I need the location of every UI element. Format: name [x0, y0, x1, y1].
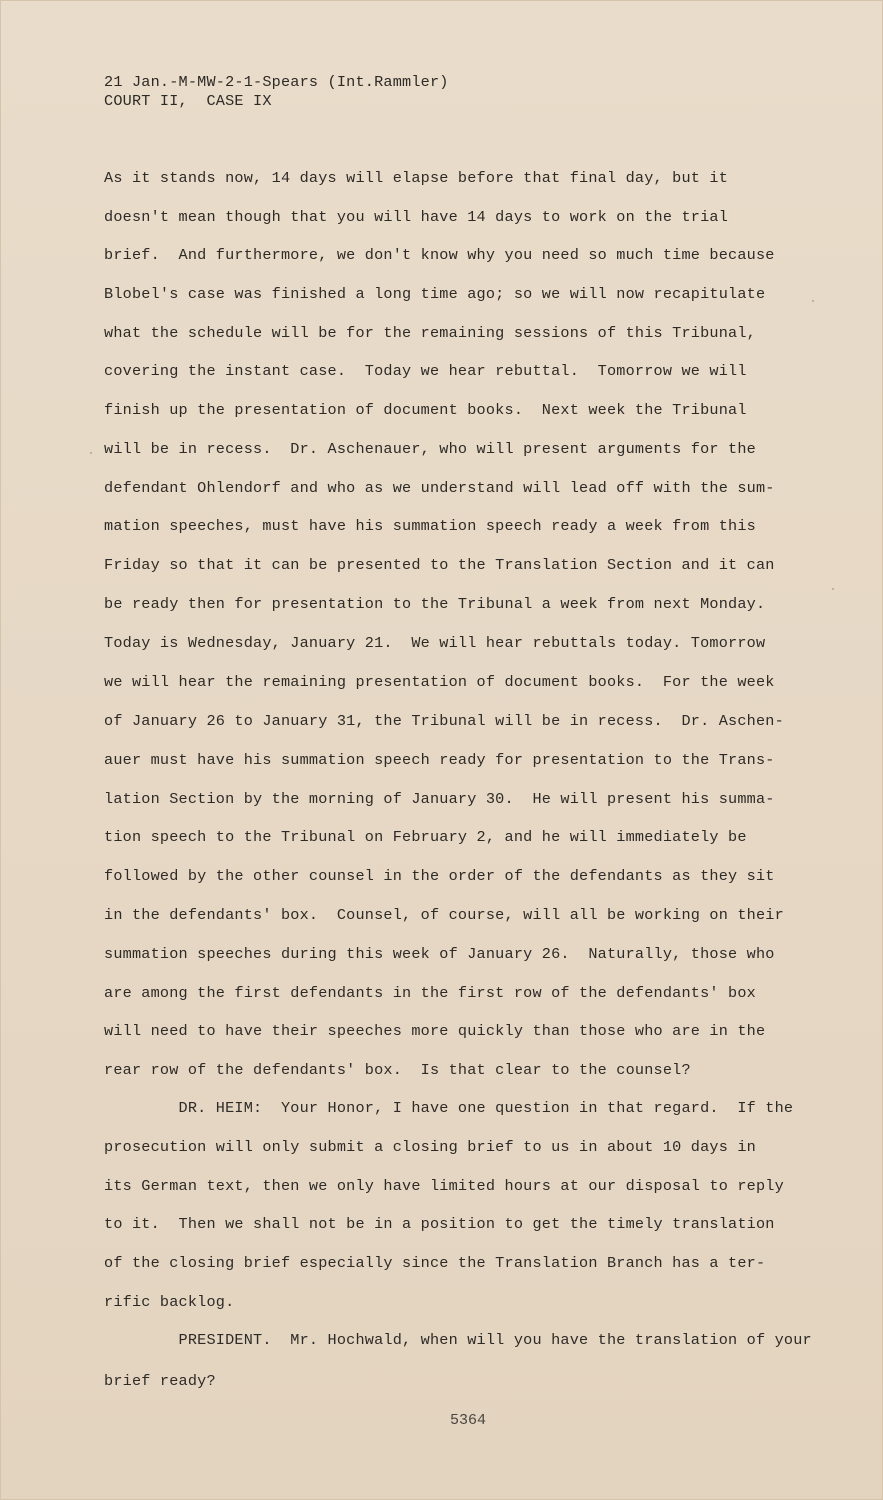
- transcript-line: summation speeches during this week of January 26. Naturally, those who: [104, 945, 775, 963]
- transcript-line: auer must have his summation speech ready for presentation to the Trans-: [104, 751, 775, 769]
- paper-speck: [90, 452, 92, 454]
- paper-speck: [832, 588, 834, 590]
- transcript-line: brief. And furthermore, we don't know why you need so much time because: [104, 246, 775, 264]
- transcript-line: defendant Ohlendorf and who as we understand will lead off with the sum-: [104, 479, 775, 497]
- transcript-line: in the defendants' box. Counsel, of course, will all be working on their: [104, 906, 784, 924]
- transcript-line: what the schedule will be for the remaining sessions of this Tribunal,: [104, 324, 756, 342]
- transcript-line: prosecution will only submit a closing brief to us in about 10 days in: [104, 1138, 756, 1156]
- transcript-line: mation speeches, must have his summation speech ready a week from this: [104, 517, 756, 535]
- transcript-line: of the closing brief especially since the Translation Branch has a ter-: [104, 1254, 766, 1272]
- transcript-line: will need to have their speeches more quickly than those who are in the: [104, 1022, 766, 1040]
- transcript-line: DR. HEIM: Your Honor, I have one question in that regard. If the: [104, 1099, 794, 1117]
- transcript-line: brief ready?: [104, 1372, 216, 1390]
- transcript-line: lation Section by the morning of January 30. He will present his summa-: [104, 790, 775, 808]
- transcript-line: Blobel's case was finished a long time ago; so we will now recapitulate: [104, 285, 766, 303]
- transcript-line: of January 26 to January 31, the Tribunal will be in recess. Dr. Aschen-: [104, 712, 784, 730]
- transcript-line: are among the first defendants in the first row of the defendants' box: [104, 984, 756, 1002]
- paper-speck: [812, 300, 814, 302]
- transcript-line: tion speech to the Tribunal on February 2, and he will immediately be: [104, 828, 747, 846]
- page-number: 5364: [450, 1412, 487, 1429]
- transcript-line: rific backlog.: [104, 1293, 235, 1311]
- header-session-line: 21 Jan.-M-MW-2-1-Spears (Int.Rammler): [104, 73, 449, 91]
- transcript-line: As it stands now, 14 days will elapse before that final day, but it: [104, 169, 729, 187]
- transcript-line: its German text, then we only have limited hours at our disposal to reply: [104, 1177, 784, 1195]
- transcript-line: PRESIDENT. Mr. Hochwald, when will you have the translation of your: [104, 1331, 812, 1349]
- transcript-line: followed by the other counsel in the order of the defendants as they sit: [104, 867, 775, 885]
- transcript-line: be ready then for presentation to the Tribunal a week from next Monday.: [104, 595, 766, 613]
- transcript-line: finish up the presentation of document books. Next week the Tribunal: [104, 401, 747, 419]
- transcript-line: to it. Then we shall not be in a position to get the timely translation: [104, 1215, 775, 1233]
- transcript-line: covering the instant case. Today we hear rebuttal. Tomorrow we will: [104, 362, 747, 380]
- transcript-line: doesn't mean though that you will have 14 days to work on the trial: [104, 208, 729, 226]
- transcript-line: rear row of the defendants' box. Is that clear to the counsel?: [104, 1061, 691, 1079]
- header-court-case: COURT II, CASE IX: [104, 92, 272, 110]
- transcript-line: Friday so that it can be presented to the Translation Section and it can: [104, 556, 775, 574]
- transcript-line: will be in recess. Dr. Aschenauer, who will present arguments for the: [104, 440, 756, 458]
- transcript-line: Today is Wednesday, January 21. We will hear rebuttals today. Tomorrow: [104, 634, 766, 652]
- transcript-line: we will hear the remaining presentation of document books. For the week: [104, 673, 775, 691]
